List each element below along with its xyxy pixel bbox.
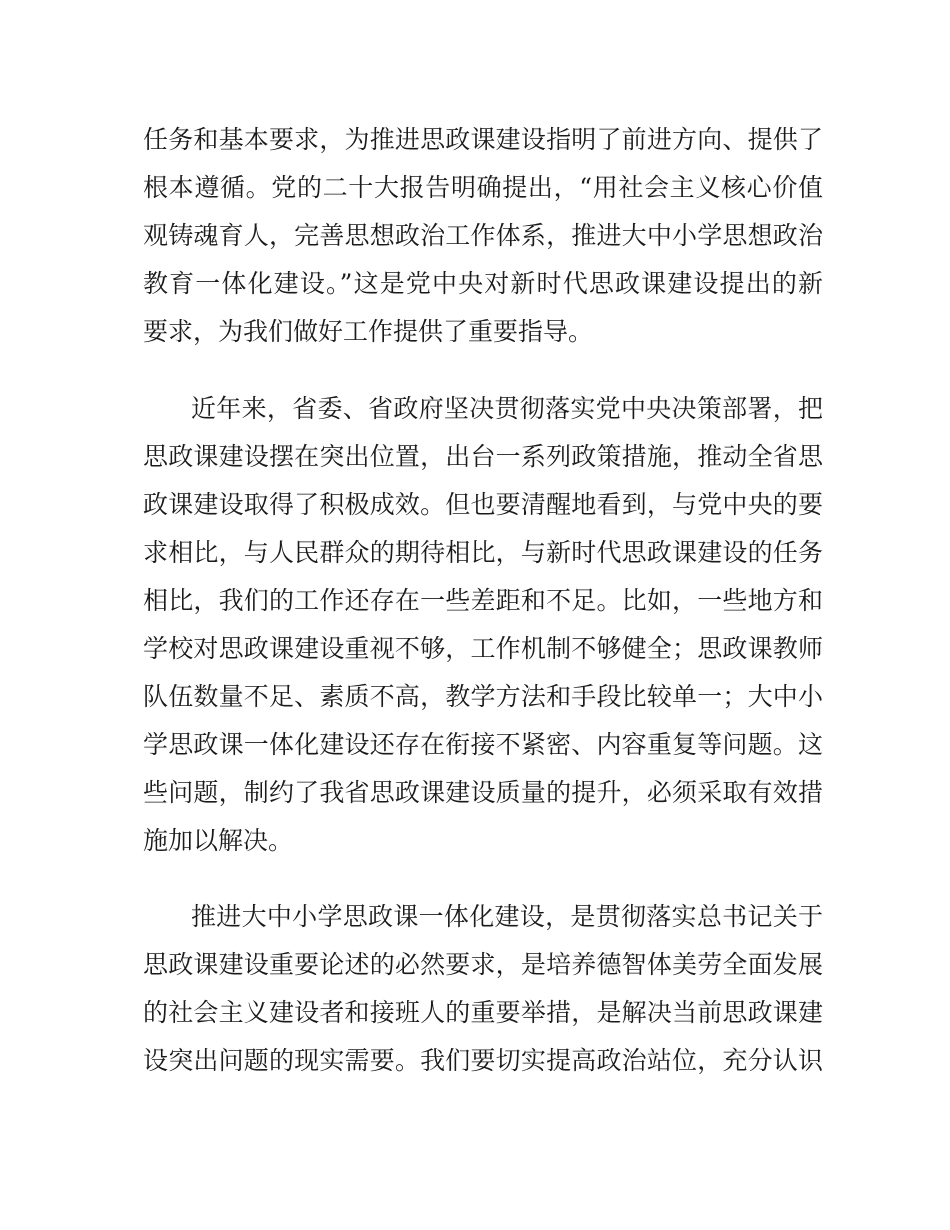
text-line: 施加以解决。: [143, 826, 294, 855]
text-line: 观铸魂育人，完善思想政治工作体系，推进大中小学思想政治: [143, 221, 823, 250]
paragraph-3: [143, 893, 823, 1085]
text-line: 政课建设取得了积极成效。但也要清醒地看到，与党中央的要: [143, 490, 823, 519]
text-line: 学校对思政课建设重视不够，工作机制不够健全；思政课教师: [143, 634, 823, 663]
text-line: 思政课建设重要论述的必然要求，是培养德智体美劳全面发展: [143, 950, 823, 979]
text-line: 要求，为我们做好工作提供了重要指导。: [143, 317, 594, 346]
text-line: 教育一体化建设。”这是党中央对新时代思政课建设提出的新: [143, 269, 823, 298]
text-line: 些问题，制约了我省思政课建设质量的提升，必须采取有效措: [143, 778, 823, 807]
text-line: 相比，我们的工作还存在一些差距和不足。比如，一些地方和: [143, 586, 823, 615]
text-line: 思政课建设摆在突出位置，出台一系列政策措施，推动全省思: [143, 442, 823, 471]
text-line: 任务和基本要求，为推进思政课建设指明了前进方向、提供了: [143, 125, 823, 154]
text-line: 根本遵循。党的二十大报告明确提出，“用社会主义核心价值: [143, 173, 823, 202]
text-line: 队伍数量不足、素质不高，教学方法和手段比较单一；大中小: [143, 682, 823, 711]
text-line: 近年来，省委、省政府坚决贯彻落实党中央决策部署，把: [191, 394, 823, 423]
text-line: 推进大中小学思政课一体化建设，是贯彻落实总书记关于: [191, 902, 823, 931]
text-line: 学思政课一体化建设还存在衔接不紧密、内容重复等问题。这: [143, 730, 823, 759]
text-line: 的社会主义建设者和接班人的重要举措，是解决当前思政课建: [143, 998, 823, 1027]
paragraph-1: [143, 116, 823, 356]
text-line: 设突出问题的现实需要。我们要切实提高政治站位，充分认识: [143, 1046, 823, 1075]
paragraph-2: [143, 385, 823, 865]
text-line: 求相比，与人民群众的期待相比，与新时代思政课建设的任务: [143, 538, 823, 567]
